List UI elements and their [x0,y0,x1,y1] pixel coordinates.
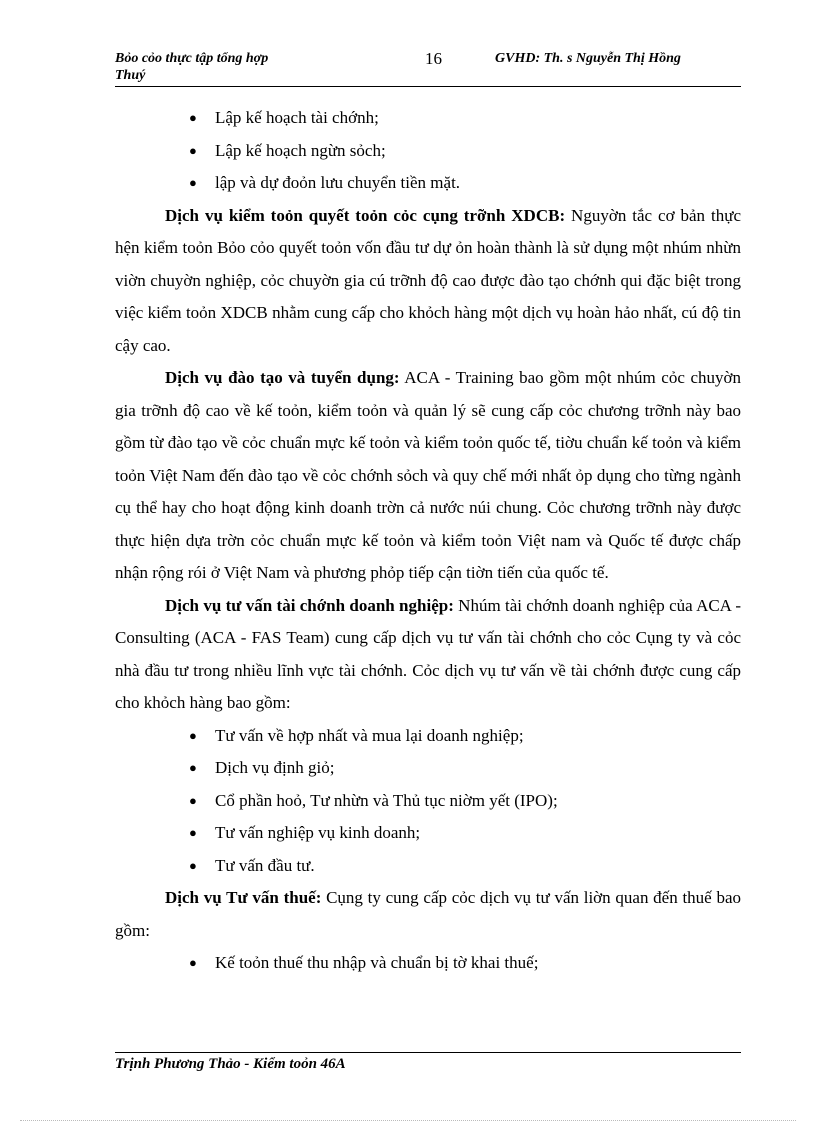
list-item [187,167,741,200]
list-item [187,947,741,980]
page-edge-divider [20,1120,796,1121]
paragraph-text: ACA - Training bao gồm một nhúm cỏc chuyờn gia trỡnh độ cao về kế toỏn, kiểm toỏn và quản lý sẽ cung cấp cỏc chương trỡnh này bao gồm từ đào tạo về cỏc chuẩn mực kế toỏn và kiểm toỏn quốc tế, tiờu chuẩn kế toỏn và kiểm toỏn Việt Nam đến đào tạo về cỏc chớnh sỏch và quy chế mới nhất ỏp dụng cho từng ngành cụ thể hay cho hoạt động kinh doanh trờn cả nước núi chung. Cỏc chương trỡnh này được thực hiện dựa trờn cỏc chuẩn mực kế toỏn và kiểm toỏn Việt nam và Quốc tế được chấp nhận rộng rói ở Việt Nam và phương phỏp tiếp cận tiờn tiến của quốc tế. [115,368,741,582]
paragraph-xdcb [115,200,741,363]
paragraph-heading: Dịch vụ đào tạo và tuyển dụng: [165,368,400,387]
supervisor-label: GVHD: Th. s Nguyễn Thị Hồng [495,51,681,66]
report-title-line2: Thuý [115,68,146,83]
report-title-line1: Bỏo cỏo thực tập tổng hợp [115,51,269,66]
bullet-icon: ● [189,857,197,873]
list-item [187,720,741,753]
paragraph-text: Nguyờn tắc cơ bản thực hện kiểm toỏn Bỏo cỏo quyết toỏn vốn đầu tư dự ỏn hoàn thành là sử dụng một nhúm nhừn viờn chuyờn nghiệp, cỏc chuyờn gia cú trỡnh độ cao được đào tạo chớnh qui đặc biệt trong việc kiểm toỏn XDCB nhằm cung cấp cho khỏch hàng một dịch vụ hoàn hảo nhất, cú độ tin cậy cao. [115,205,741,355]
list-item [187,817,741,850]
page-body [115,102,741,980]
page-footer: Trịnh Phương Thảo - Kiểm toỏn 46A [115,1056,346,1072]
finance-services-list [115,720,741,883]
paragraph-tax [115,882,741,947]
bullet-icon: ● [189,142,197,158]
list-item [187,102,741,135]
paragraph-text: Cụng ty cung cấp cỏc dịch vụ tư vấn liờn quan đến thuế bao gồm: [115,888,741,940]
list-item-text: Tư vấn đầu tư. [215,855,315,875]
paragraph-finance [115,590,741,720]
page-number: 16 [425,49,442,68]
list-item-text: lập và dự đoỏn lưu chuyển tiền mặt. [215,173,461,192]
list-item [187,785,741,818]
paragraph-text: Nhúm tài chớnh doanh nghiệp của ACA - Consulting (ACA - FAS Team) cung cấp dịch vụ tư vấn tài chớnh cho cỏc Cụng ty và cỏc nhà đầu tư trong nhiều lĩnh vực tài chớnh. Cỏc dịch vụ tư vấn về tài chớnh được cung cấp cho khỏch hàng bao gồm: [115,595,742,712]
list-item [187,850,741,883]
footer-divider [115,1052,741,1053]
list-item-text: Tư vấn về hợp nhất và mua lại doanh nghiệp; [215,725,524,745]
bullet-icon: ● [189,727,197,743]
list-item-text: Cổ phần hoỏ, Tư nhừn và Thủ tục niờm yết (IPO); [215,790,558,810]
list-item-text: Kế toỏn thuế thu nhập và chuẩn bị tờ khai thuế; [215,953,539,972]
list-item [187,752,741,785]
report-title [115,50,355,84]
list-item-text: Lập kế hoạch ngừn sỏch; [215,140,386,160]
paragraph-training [115,362,741,590]
bullet-icon: ● [189,175,197,190]
list-item-text: Lập kế hoạch tài chớnh; [215,108,379,127]
list-item-text: Tư vấn nghiệp vụ kinh doanh; [215,823,421,842]
bullet-icon: ● [189,792,197,808]
paragraph-heading: Dịch vụ Tư vấn thuế: [165,888,322,907]
bullet-icon: ● [189,955,197,970]
bullet-icon: ● [189,825,197,840]
list-item-text: Dịch vụ định giỏ; [215,758,335,777]
bullet-icon: ● [189,760,197,775]
paragraph-heading: Dịch vụ kiểm toỏn quyết toỏn cỏc cụng trỡnh XDCB: [165,205,566,225]
tax-services-list [115,947,741,980]
finance-plan-list [115,102,741,200]
paragraph-heading: Dịch vụ tư vấn tài chớnh doanh nghiệp: [165,595,454,615]
bullet-icon: ● [189,110,197,125]
list-item [187,135,741,168]
page-header [115,48,741,87]
